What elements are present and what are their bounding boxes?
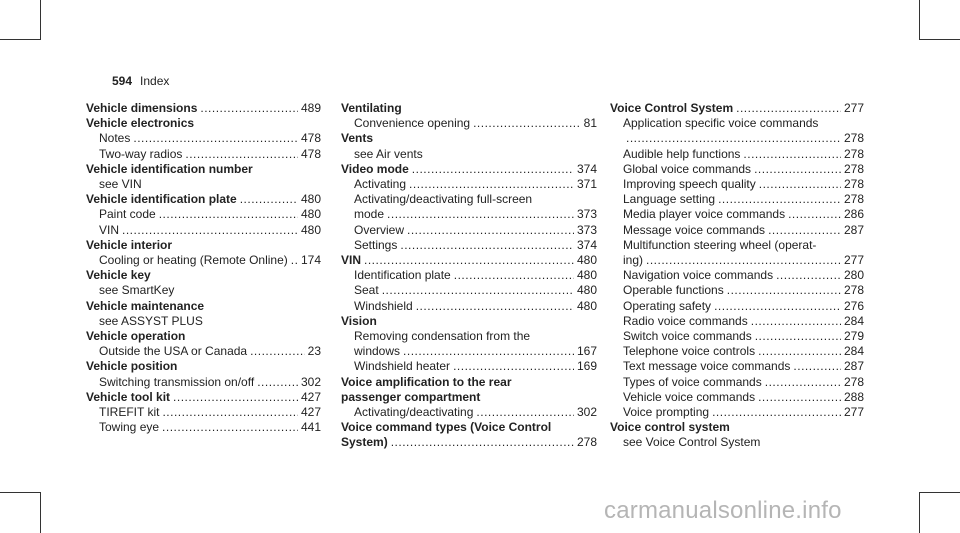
page-ref[interactable]: 441 — [300, 420, 321, 435]
leader-dots — [403, 344, 574, 359]
leader-dots — [416, 299, 574, 314]
subentry[interactable] — [341, 207, 597, 222]
entry-title: Vehicle position — [86, 359, 178, 374]
page-ref[interactable]: 427 — [300, 405, 321, 420]
section-title: Index — [140, 74, 170, 88]
leader-dots — [382, 283, 574, 298]
page-ref[interactable]: 284 — [843, 313, 864, 328]
subentry-text: Audible help functions — [623, 146, 741, 161]
entry-title-text: System) — [341, 435, 388, 450]
subentry-text: Cooling or heating (Remote Online) — [99, 253, 288, 268]
page-ref[interactable]: 288 — [843, 389, 864, 404]
leader-dots — [200, 101, 298, 116]
index-column-2 — [341, 101, 597, 451]
page-ref[interactable]: 480 — [576, 298, 597, 313]
page-ref[interactable]: 167 — [576, 344, 597, 359]
index-entry — [86, 116, 321, 162]
index-column-3 — [610, 101, 864, 451]
subentry-text: Convenience opening — [354, 116, 471, 131]
index-entry — [341, 375, 597, 421]
subentry[interactable] — [341, 223, 597, 238]
index-entry — [341, 101, 597, 131]
subentry[interactable] — [341, 299, 597, 314]
index-entry — [610, 420, 864, 450]
leader-dots — [400, 238, 574, 253]
leader-dots — [646, 253, 841, 268]
leader-dots — [776, 268, 841, 283]
page-ref[interactable]: 23 — [307, 344, 321, 359]
subentry[interactable] — [610, 147, 864, 162]
subentry-text: Language setting — [623, 192, 716, 207]
index-entry — [86, 162, 321, 192]
entry-title: Vehicle maintenance — [86, 298, 205, 313]
entry-title: Vehicle identification number — [86, 161, 253, 176]
subentry-text: mode — [354, 207, 385, 222]
page-ref[interactable]: 480 — [300, 192, 321, 207]
leader-dots — [407, 223, 574, 238]
index-entry — [86, 101, 321, 116]
subentry[interactable] — [86, 223, 321, 238]
leader-dots — [765, 375, 841, 390]
subentry[interactable] — [610, 283, 864, 298]
leader-dots — [743, 147, 841, 162]
page-ref[interactable]: 371 — [576, 177, 597, 192]
subentry-text: Message voice commands — [623, 222, 766, 237]
subentry: see VIN — [99, 177, 142, 192]
subentry[interactable] — [86, 375, 321, 390]
page-ref[interactable]: 278 — [843, 146, 864, 161]
page-ref[interactable]: 478 — [300, 146, 321, 161]
subentry-text: Radio voice commands — [623, 313, 748, 328]
subentry[interactable] — [86, 405, 321, 420]
leader-dots — [755, 329, 841, 344]
leader-dots — [714, 299, 841, 314]
crop-mark — [919, 492, 920, 533]
subentry[interactable] — [610, 268, 864, 283]
leader-dots — [240, 192, 298, 207]
subentry: see SmartKey — [99, 283, 175, 298]
page-ref[interactable]: 302 — [300, 374, 321, 389]
subentry-lead: Multifunction steering wheel (operat- — [623, 237, 817, 252]
page-ref[interactable]: 279 — [843, 329, 864, 344]
page-ref[interactable]: 278 — [843, 283, 864, 298]
page-ref[interactable]: 480 — [576, 253, 597, 268]
leader-dots — [122, 223, 298, 238]
leader-dots — [712, 405, 841, 420]
page-ref[interactable]: 427 — [300, 389, 321, 404]
subentry-text: Improving speech quality — [623, 177, 756, 192]
leader-dots — [793, 359, 841, 374]
subentry[interactable] — [341, 359, 597, 374]
subentry[interactable] — [341, 268, 597, 283]
page-header — [112, 74, 169, 88]
page-ref[interactable]: 276 — [843, 298, 864, 313]
subentry[interactable] — [610, 299, 864, 314]
index-entry — [86, 238, 321, 268]
page-ref[interactable]: 278 — [576, 435, 597, 450]
crop-mark — [0, 39, 40, 40]
subentry[interactable] — [610, 359, 864, 374]
leader-dots — [162, 405, 298, 420]
subentry[interactable] — [86, 131, 321, 146]
page-ref[interactable]: 277 — [843, 101, 864, 115]
subentry[interactable] — [610, 405, 864, 420]
page-ref[interactable]: 287 — [843, 359, 864, 374]
page-ref[interactable]: 278 — [843, 192, 864, 207]
subentry[interactable] — [341, 283, 597, 298]
index-entry — [86, 329, 321, 359]
page-ref[interactable]: 286 — [843, 207, 864, 222]
subentry-text: Overview — [354, 222, 405, 237]
subentry-text: Settings — [354, 237, 398, 252]
page-ref[interactable]: 277 — [843, 253, 864, 268]
entry-title: Vehicle key — [86, 268, 151, 283]
leader-dots — [476, 405, 574, 420]
page-ref[interactable]: 287 — [843, 222, 864, 237]
page-ref[interactable]: 373 — [576, 222, 597, 237]
crop-mark — [919, 39, 960, 40]
subentry-text: Operable functions — [623, 283, 724, 298]
entry-title[interactable] — [86, 192, 321, 207]
watermark: carmanualsonline.info — [604, 497, 842, 524]
subentry-text: Navigation voice commands — [623, 268, 774, 283]
subentry-lead: Removing condensation from the — [354, 329, 531, 344]
index-entry — [86, 390, 321, 436]
subentry-text: Activating/deactivating — [354, 405, 474, 420]
page-ref[interactable]: 278 — [843, 131, 864, 146]
page-ref[interactable]: 280 — [843, 268, 864, 283]
page-ref[interactable]: 278 — [843, 161, 864, 176]
leader-dots — [391, 435, 574, 450]
leader-dots — [364, 253, 574, 268]
subentry-lead: Application specific voice commands — [623, 116, 819, 131]
subentry-text: Towing eye — [99, 420, 160, 435]
entry-title: Vehicle electronics — [86, 116, 195, 131]
index-entry — [86, 359, 321, 389]
subentry[interactable] — [610, 344, 864, 359]
entry-title[interactable] — [86, 390, 321, 405]
subentry-text: Telephone voice controls — [623, 344, 756, 359]
entry-title: Vehicle operation — [86, 329, 186, 344]
page-ref[interactable]: 480 — [576, 283, 597, 298]
page-ref[interactable]: 169 — [576, 359, 597, 374]
page-ref[interactable]: 278 — [843, 177, 864, 192]
crop-mark — [40, 492, 41, 533]
page-ref[interactable]: 489 — [300, 101, 321, 115]
subentry-text: Two-way radios — [99, 146, 183, 161]
leader-dots — [751, 314, 841, 329]
subentry-text: Switch voice commands — [623, 329, 752, 344]
leader-dots — [768, 223, 841, 238]
subentry: see Voice Control System — [623, 435, 761, 450]
leader-dots — [412, 162, 574, 177]
leader-dots — [727, 283, 841, 298]
subentry[interactable] — [610, 192, 864, 207]
leader-dots — [788, 207, 841, 222]
leader-dots — [758, 390, 841, 405]
entry-title: Ventilating — [341, 101, 402, 115]
subentry-text: ing) — [623, 253, 644, 268]
subentry-text: TIREFIT kit — [99, 405, 160, 420]
subentry[interactable] — [86, 147, 321, 162]
index-entry — [341, 253, 597, 314]
subentry-text: Seat — [354, 283, 379, 298]
subentry[interactable] — [610, 207, 864, 222]
subentry-text: Windshield — [354, 298, 413, 313]
subentry[interactable] — [610, 177, 864, 192]
leader-dots — [387, 207, 574, 222]
subentry-text: Voice prompting — [623, 405, 710, 420]
subentry[interactable] — [86, 253, 321, 268]
leader-dots — [250, 344, 305, 359]
entry-title-lead: Voice amplification to the rear — [341, 374, 512, 389]
leader-dots — [291, 253, 298, 268]
subentry-text: Identification plate — [354, 268, 451, 283]
leader-dots — [736, 101, 841, 116]
leader-dots — [173, 390, 298, 405]
subentry-text: Switching transmission on/off — [99, 374, 255, 389]
entry-title-lead: Voice command types (Voice Control — [341, 420, 552, 435]
subentry[interactable] — [610, 375, 864, 390]
subentry[interactable] — [610, 223, 864, 238]
subentry-text: Activating — [354, 177, 407, 192]
entry-title-text: VIN — [341, 253, 362, 268]
subentry-text: Outside the USA or Canada — [99, 344, 248, 359]
index-entry — [341, 314, 597, 375]
page-ref[interactable]: 374 — [576, 161, 597, 176]
leader-dots — [159, 207, 298, 222]
index-entry — [341, 420, 597, 450]
subentry: see Air vents — [354, 146, 423, 161]
subentry-text: Vehicle voice commands — [623, 389, 756, 404]
crop-mark — [0, 492, 40, 493]
leader-dots — [718, 192, 841, 207]
entry-title: Vision — [341, 313, 377, 328]
leader-dots — [626, 131, 841, 146]
leader-dots — [754, 162, 841, 177]
page-ref[interactable]: 480 — [300, 222, 321, 237]
page-ref[interactable]: 480 — [300, 207, 321, 222]
page-number: 594 — [112, 74, 133, 88]
entry-title-text: Vehicle tool kit — [86, 389, 171, 404]
subentry-text: Text message voice commands — [623, 359, 791, 374]
index-entry — [86, 192, 321, 238]
index-entry — [610, 101, 864, 420]
subentry[interactable] — [610, 329, 864, 344]
subentry[interactable] — [341, 405, 597, 420]
subentry-lead: Activating/deactivating full-screen — [354, 192, 533, 207]
subentry[interactable] — [610, 131, 864, 146]
entry-title[interactable] — [341, 253, 597, 268]
index-column-1 — [86, 101, 321, 435]
subentry-text: Paint code — [99, 207, 156, 222]
leader-dots — [759, 177, 841, 192]
page-ref[interactable]: 277 — [843, 405, 864, 420]
entry-title: Vehicle interior — [86, 237, 173, 252]
leader-dots — [185, 147, 298, 162]
page-ref[interactable]: 478 — [300, 131, 321, 146]
subentry-text: Notes — [99, 131, 131, 146]
subentry[interactable] — [86, 207, 321, 222]
subentry[interactable] — [86, 344, 321, 359]
entry-title: Voice control system — [610, 420, 730, 435]
page-ref[interactable]: 373 — [576, 207, 597, 222]
subentry-text: Media player voice commands — [623, 207, 786, 222]
leader-dots — [454, 268, 574, 283]
index-entry — [341, 162, 597, 253]
subentry-text: Types of voice commands — [623, 374, 762, 389]
subentry[interactable] — [341, 177, 597, 192]
page-ref[interactable]: 302 — [576, 405, 597, 420]
entry-title[interactable] — [341, 435, 597, 450]
subentry[interactable] — [341, 116, 597, 131]
index-entry — [86, 268, 321, 298]
entry-title[interactable] — [610, 101, 864, 116]
page-ref[interactable]: 278 — [843, 374, 864, 389]
entry-title-text: Voice Control System — [610, 101, 734, 115]
subentry-text: Windshield heater — [354, 359, 451, 374]
crop-mark — [919, 0, 920, 40]
subentry: see ASSYST PLUS — [99, 313, 203, 328]
entry-title-text: Vehicle identification plate — [86, 192, 237, 207]
entry-title: passenger compartment — [341, 389, 481, 404]
subentry-text: windows — [354, 344, 401, 359]
subentry[interactable] — [341, 238, 597, 253]
leader-dots — [162, 420, 298, 435]
index-entry — [341, 131, 597, 161]
page-ref[interactable]: 480 — [576, 268, 597, 283]
leader-dots — [758, 344, 841, 359]
subentry-text: Global voice commands — [623, 161, 752, 176]
subentry[interactable] — [610, 253, 864, 268]
crop-mark — [40, 0, 41, 40]
page-ref[interactable]: 174 — [300, 253, 321, 268]
leader-dots — [133, 131, 298, 146]
subentry[interactable] — [86, 420, 321, 435]
entry-title-text: Video mode — [341, 161, 409, 176]
entry-title-text: Vehicle dimensions — [86, 101, 198, 115]
subentry[interactable] — [610, 314, 864, 329]
leader-dots — [473, 116, 581, 131]
crop-mark — [919, 492, 960, 493]
page-ref[interactable]: 284 — [843, 344, 864, 359]
page-ref[interactable]: 374 — [576, 237, 597, 252]
leader-dots — [409, 177, 574, 192]
subentry[interactable] — [610, 390, 864, 405]
subentry-text: Operating safety — [623, 298, 712, 313]
subentry[interactable] — [341, 344, 597, 359]
entry-title: Vents — [341, 131, 374, 146]
entry-title[interactable] — [341, 162, 597, 177]
entry-title[interactable] — [86, 101, 321, 116]
index-entry — [86, 299, 321, 329]
leader-dots — [453, 359, 574, 374]
subentry[interactable] — [610, 162, 864, 177]
leader-dots — [257, 375, 298, 390]
page-ref[interactable]: 81 — [583, 116, 597, 131]
subentry-text: VIN — [99, 222, 120, 237]
